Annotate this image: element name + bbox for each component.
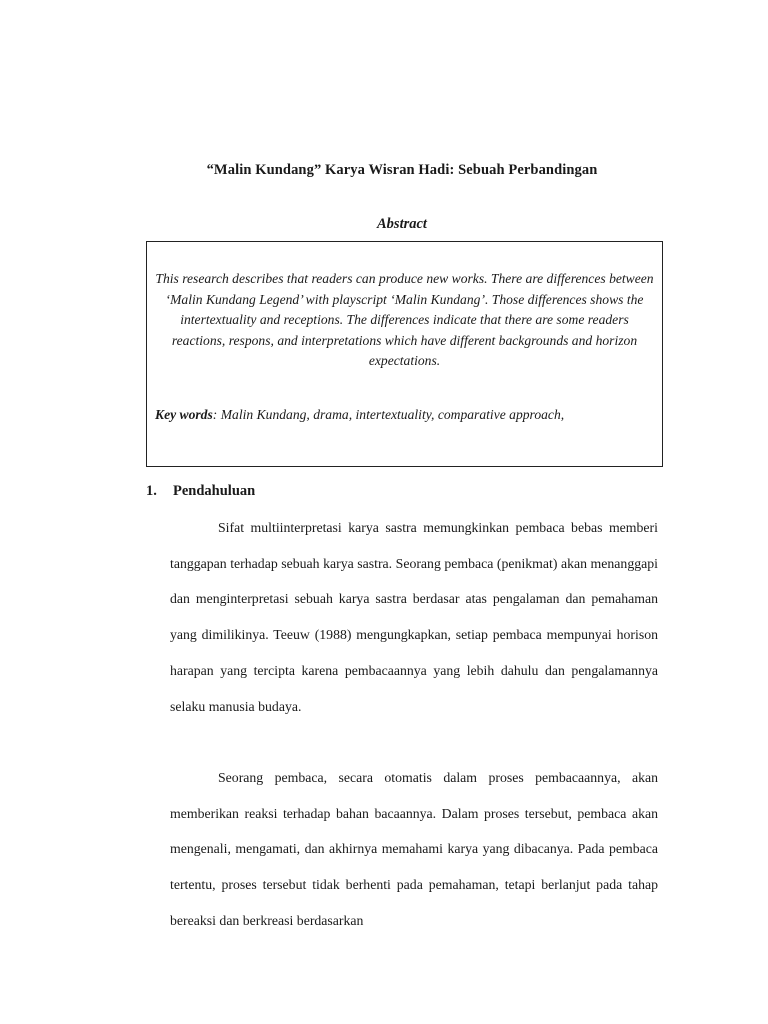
paragraph-2	[170, 760, 658, 939]
keywords-line	[155, 405, 654, 425]
section-heading	[146, 483, 255, 500]
abstract-text: This research describes that readers can produce new works. There are differences between ‘Malin Kundang Legend’ with playscript ‘Malin Kundang’. Those differences shows the intertextuality and receptions. The differences indicate that there are some readers reactions, respons, and interpretations which have different backgrounds and horizon expectations.	[155, 271, 654, 369]
section-number: 1.	[146, 483, 157, 499]
paragraph-text: Seorang pembaca, secara otomatis dalam proses pembacaannya, akan memberikan reaksi terhadap bahan bacaannya. Dalam proses tersebut, pembaca akan mengenali, mengamati, dan akhirnya memahami karya yang dibacanya. Pada pembaca tertentu, proses tersebut tidak berhenti pada pemahaman, tetapi berlanjut pada tahap bereaksi dan berkreasi berdasarkan	[170, 770, 658, 928]
document-title: “Malin Kundang” Karya Wisran Hadi: Sebuah Perbandingan	[206, 162, 598, 178]
paragraph-1	[170, 510, 658, 724]
abstract-heading: Abstract	[377, 216, 427, 232]
keywords-text: : Malin Kundang, drama, intertextuality, comparative approach,	[212, 407, 565, 422]
keywords-label: Key words	[155, 407, 213, 422]
paragraph-text: Sifat multiinterpretasi karya sastra memungkinkan pembaca bebas memberi tanggapan terhadap sebuah karya sastra. Seorang pembaca (penikmat) akan menanggapi dan menginterpretasi sebuah karya sastra berdasar atas pengalaman dan pemahaman yang dimilikinya. Teeuw (1988) mengungkapkan, setiap pembaca mempunyai horison harapan yang tercipta karena pembacaannya yang lebih dahulu dan pengalamannya selaku manusia budaya.	[170, 520, 658, 714]
abstract-box	[146, 241, 663, 467]
section-title: Pendahuluan	[173, 483, 256, 499]
